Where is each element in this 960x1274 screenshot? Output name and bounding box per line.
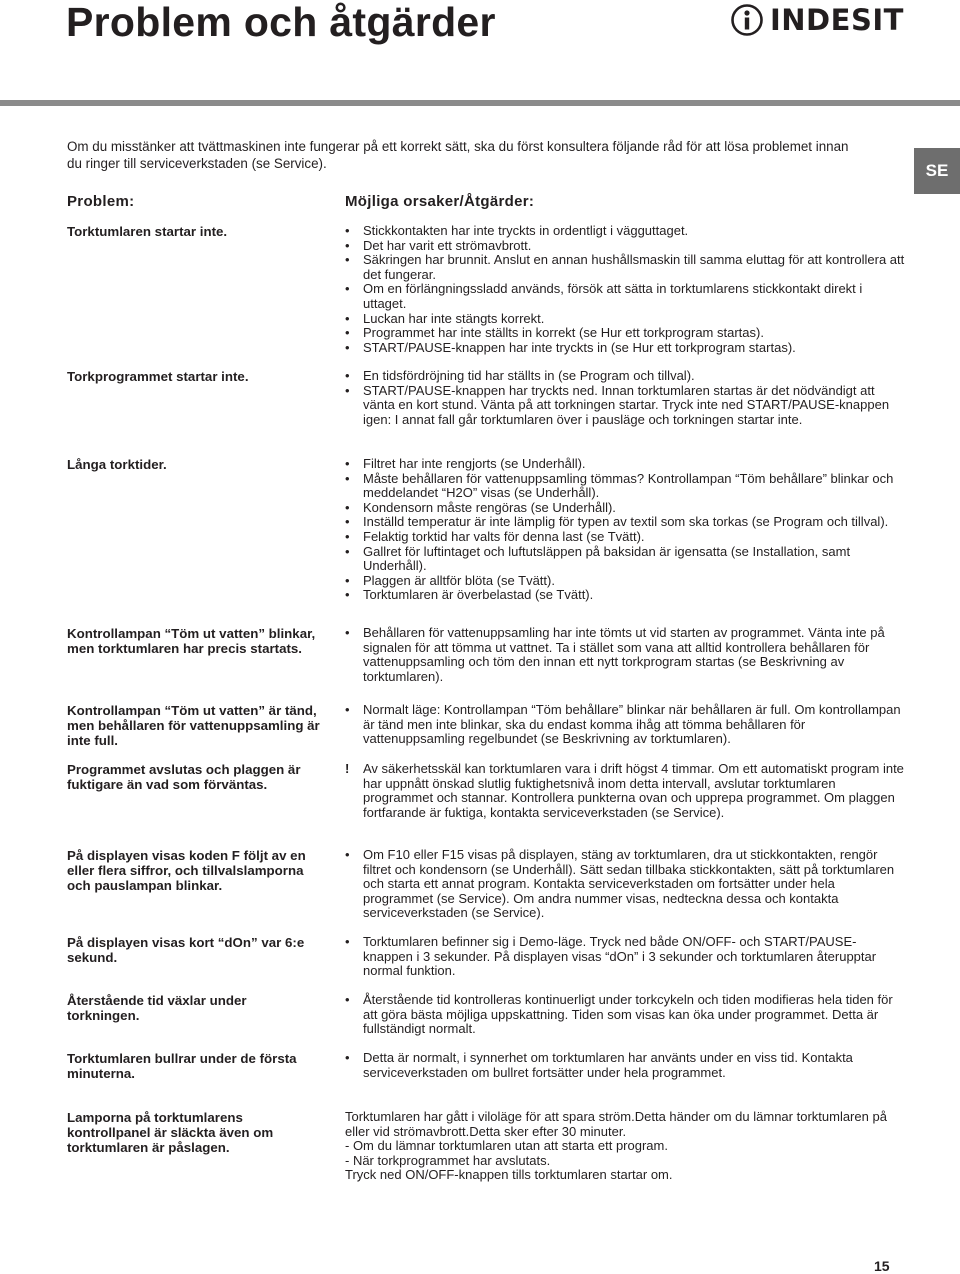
cause-item: • Behållaren för vattenuppsamling har inte tömts ut vid starten av programmet. Vänta inte på signalen för att tömma ut vattnet. Ta i stället som vana att alltid kontrollera behållaren för vattenuppsamling och töm den innan ett nytt torkprogram startas (se Beskrivning av torktumlaren). (345, 626, 905, 684)
cause-item: • Stickkontakten har inte tryckts in ordentligt i vägguttaget. (345, 224, 905, 239)
problem-heading: Problem: (67, 193, 135, 210)
cause-item: • Måste behållaren för vattenuppsamling tömmas? Kontrollampan “Töm behållare” blinkar och meddelandet “H2O” visas (se Underhåll). (345, 472, 905, 501)
page-number: 15 (874, 1258, 890, 1274)
cause-item: • Om F10 eller F15 visas på displayen, stäng av torktumlaren, dra ut stickkontakten, rengör filtret och kondensorn (se Underhåll). Sätt sedan tillbaka stickkontakten, sätt på torktumlaren och starta ett annat program. Kontakta serviceverkstaden om fortsätter under hela programmet (se Service). Om andra nummer visas, nedteckna dessa och kontakta serviceverkstaden (se Service). (345, 848, 905, 921)
cause-item: • Detta är normalt, i synnerhet om torktumlaren har använts under en viss tid. Kontakta serviceverkstaden om bullret fortsätter under hela programmet. (345, 1051, 905, 1080)
cause-list (345, 1051, 905, 1080)
cause-item: • Gallret för luftintaget och luftutsläppen på baksidan är igensatta (se Installation, samt Underhåll). (345, 545, 905, 574)
brand-logo (730, 2, 904, 38)
cause-list (345, 935, 905, 979)
warning-item: ! Av säkerhetsskäl kan torktumlaren vara i drift högst 4 timmar. Om ett automatiskt program inte har uppnått önskad slutlig fuktighetsnivå inom detta intervall, avslutar torktumlaren programmet och stannar. Kontrollera punkterna ovan och upprepa programmet. Om plaggen fortfarande är fuktiga, kontakta serviceverkstaden (se Service). (345, 762, 905, 820)
cause-item: • Om en förlängningssladd används, försök att sätta in torktumlarens stickkontakt direkt i uttaget. (345, 282, 905, 311)
language-tab: SE (914, 148, 960, 194)
text-line: Tryck ned ON/OFF-knappen tills torktumlaren startar om. (345, 1167, 673, 1183)
cause-item: • Normalt läge: Kontrollampan “Töm behållare” blinkar när behållaren är full. Om kontrollampan är tänd men inte blinkar, ska du endast komma ihåg att tömma behållaren för vattenuppsamling regelbundet (se Beskrivning av torktumlaren). (345, 703, 905, 747)
cause-item: • Programmet har inte ställts in korrekt (se Hur ett torkprogram startas). (345, 326, 905, 341)
cause-list (345, 848, 905, 921)
text-line: - När torkprogrammet har avslutats. (345, 1152, 551, 1168)
cause-item: • Säkringen har brunnit. Anslut en annan hushållsmaskin till samma eluttag för att kontrollera att det fungerar. (345, 253, 905, 282)
sleep-mode-text (345, 1110, 905, 1183)
cause-item: • Det har varit ett strömavbrott. (345, 239, 905, 254)
cause-item: • Torktumlaren är överbelastad (se Tvätt). (345, 588, 905, 603)
cause-item: • START/PAUSE-knappen har tryckts ned. Innan torktumlaren startas är det nödvändigt att vänta en kort stund. Vänta på att torkningen startar. Tryck inte ned START/PAUSE-knappen igen: I annat fall går torktumlaren över i pausläge och torkningen startar inte. (345, 384, 905, 428)
problem-label: Lamporna på torktumlarens kontrollpanel är släckta även om torktumlaren är påslagen. (67, 1110, 274, 1155)
problem-label: Torkprogrammet startar inte. (67, 369, 249, 384)
text-line: Torktumlaren har gått i viloläge för att spara ström.Detta händer om du lämnar torktumlaren på eller vid strömavbrott.Detta sker efter 30 minuter. (345, 1109, 887, 1139)
problem-label: På displayen visas koden F följt av en eller flera siffror, och tillvalslamporna och pauslampan blinkar. (67, 848, 306, 893)
problem-label: Programmet avslutas och plaggen är fuktigare än vad som förväntas. (67, 762, 301, 792)
page-title: Problem och åtgärder (66, 0, 496, 45)
cause-item: • En tidsfördröjning tid har ställts in (se Program och tillval). (345, 369, 905, 384)
page-header (0, 0, 960, 106)
cause-item: • Filtret har inte rengjorts (se Underhåll). (345, 457, 905, 472)
cause-item: • Plaggen är alltför blöta (se Tvätt). (345, 574, 905, 589)
cause-list (345, 457, 905, 603)
cause-item: • Torktumlaren befinner sig i Demo-läge. Tryck ned både ON/OFF- och START/PAUSE-knappen i 3 sekunder. På displayen visas “dOn” i 3 sekunder och torktumlaren återupptar normal funktion. (345, 935, 905, 979)
problem-label: Kontrollampan “Töm ut vatten” blinkar, men torktumlaren har precis startats. (67, 626, 316, 656)
problem-label: Torktumlaren bullrar under de första minuterna. (67, 1051, 297, 1081)
cause-item: • Felaktig torktid har valts för denna last (se Tvätt). (345, 530, 905, 545)
cause-item: • Kondensorn måste rengöras (se Underhåll). (345, 501, 905, 516)
problem-label: Långa torktider. (67, 457, 167, 472)
cause-list (345, 626, 905, 684)
cause-item: • START/PAUSE-knappen har inte tryckts in (se Hur ett torkprogram startas). (345, 341, 905, 356)
cause-list (345, 762, 905, 820)
cause-item: • Inställd temperatur är inte lämplig för typen av textil som ska torkas (se Program och tillval). (345, 515, 905, 530)
text-line: - Om du lämnar torktumlaren utan att starta ett program. (345, 1138, 668, 1154)
cause-item: • Luckan har inte stängts korrekt. (345, 312, 905, 327)
cause-item: • Återstående tid kontrolleras kontinuerligt under torkcykeln och tiden modifieras hela tiden för att göra bästa möjliga uppskattning. Tiden som visas kan öka under programmet. Detta är fullständigt normalt. (345, 993, 905, 1037)
cause-list (345, 224, 905, 355)
problem-label: Återstående tid växlar under torkningen. (67, 993, 247, 1023)
indesit-logo-icon (730, 3, 764, 37)
cause-list (345, 369, 905, 427)
causes-heading: Möjliga orsaker/Åtgärder: (345, 193, 535, 210)
problem-label: Torktumlaren startar inte. (67, 224, 228, 239)
brand-name: INDESIT (770, 3, 904, 37)
cause-list (345, 993, 905, 1037)
intro-text: Om du misstänker att tvättmaskinen inte fungerar på ett korrekt sätt, ska du först konsultera följande råd för att lösa problemet innan du ringer till serviceverkstaden (se Service). (67, 139, 849, 171)
problem-label: Kontrollampan “Töm ut vatten” är tänd, men behållaren för vattenuppsamling är inte full. (67, 703, 320, 748)
cause-list (345, 703, 905, 747)
problem-label: På displayen visas kort “dOn” var 6:e sekund. (67, 935, 305, 965)
